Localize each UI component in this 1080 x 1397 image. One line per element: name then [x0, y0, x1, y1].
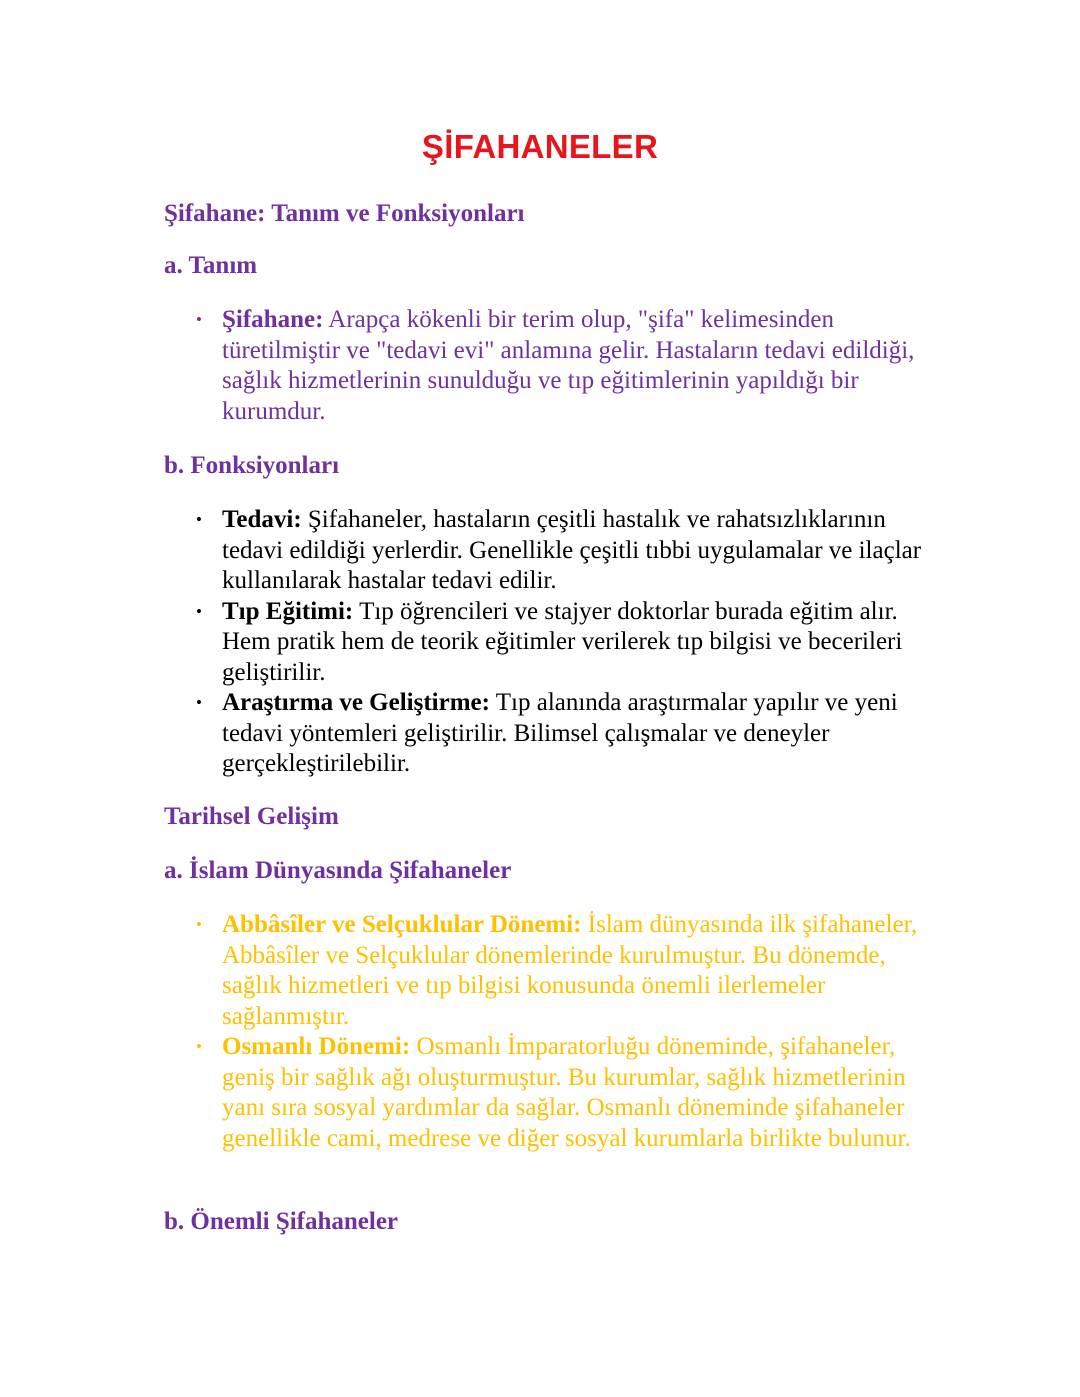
subheading-definition: a. Tanım — [164, 252, 258, 279]
item-label: Osmanlı Dönemi: — [222, 1033, 411, 1060]
list-item — [196, 305, 922, 427]
bullet-icon: • — [196, 510, 202, 529]
history-list — [196, 910, 922, 1154]
section-heading-history: Tarihsel Gelişim — [164, 803, 339, 830]
item-label: Tedavi: — [222, 506, 302, 533]
list-item — [196, 597, 922, 689]
bullet-icon: • — [196, 693, 202, 712]
subheading-functions: b. Fonksiyonları — [164, 452, 340, 479]
list-item — [196, 1032, 922, 1154]
item-text: Osmanlı İmparatorluğu döneminde, şifahaneler, geniş bir sağlık ağı oluşturmuştur. Bu kurumlar, sağlık hizmetlerinin yanı sıra sosyal yardımlar da sağlar. Osmanlı döneminde şifahaneler genellikle cami, medrese ve diğer sosyal kurumlarla birlikte bulunur. — [222, 1033, 911, 1152]
definition-list — [196, 305, 922, 427]
section-heading-definition-functions: Şifahane: Tanım ve Fonksiyonları — [164, 200, 525, 227]
bullet-icon: • — [196, 601, 202, 621]
subheading-islamic-world: a. İslam Dünyasında Şifahaneler — [164, 857, 512, 884]
list-item — [196, 688, 922, 780]
item-label: Abbâsîler ve Selçuklular Dönemi: — [222, 911, 582, 938]
bullet-icon: • — [196, 1037, 202, 1056]
bullet-icon: • — [196, 915, 202, 934]
item-label: Araştırma ve Geliştirme: — [222, 689, 490, 716]
bullet-icon: • — [196, 310, 202, 329]
functions-list — [196, 505, 922, 780]
list-item — [196, 505, 922, 597]
list-item — [196, 910, 922, 1032]
page-title: ŞİFAHANELER — [421, 128, 659, 165]
item-label: Şifahane: — [222, 306, 324, 333]
item-text: Tıp alanında araştırmalar yapılır ve yeni tedavi yöntemleri geliştirilir. Bilimsel çalışmalar ve deneyler gerçekleştirilebilir. — [222, 689, 898, 777]
item-text: İslam dünyasında ilk şifahaneler, Abbâsîler ve Selçuklular dönemlerinde kurulmuştur. Bu dönemde, sağlık hizmetleri ve tıp bilgisi konusunda önemli ilerlemeler sağlanmıştır. — [222, 911, 918, 1030]
item-text: Arapça kökenli bir terim olup, "şifa" kelimesinden türetilmiştir ve "tedavi evi" anlamına gelir. Hastaların tedavi edildiği, sağlık hizmetlerinin sunulduğu ve tıp eğitimlerinin yapıldığı bir kurumdur. — [222, 306, 915, 425]
item-text: Tıp öğrencileri ve stajyer doktorlar burada eğitim alır. Hem pratik hem de teorik eğitimler verilerek tıp bilgisi ve becerileri geliştirilir. — [222, 597, 903, 686]
item-label: Tıp Eğitimi: — [222, 597, 354, 625]
subheading-important-hospitals: b. Önemli Şifahaneler — [164, 1208, 399, 1235]
item-text: Şifahaneler, hastaların çeşitli hastalık ve rahatsızlıklarının tedavi edildiği yerlerdir. Genellikle çeşitli tıbbi uygulamalar ve ilaçlar kullanılarak hastalar tedavi edilir. — [222, 506, 922, 594]
